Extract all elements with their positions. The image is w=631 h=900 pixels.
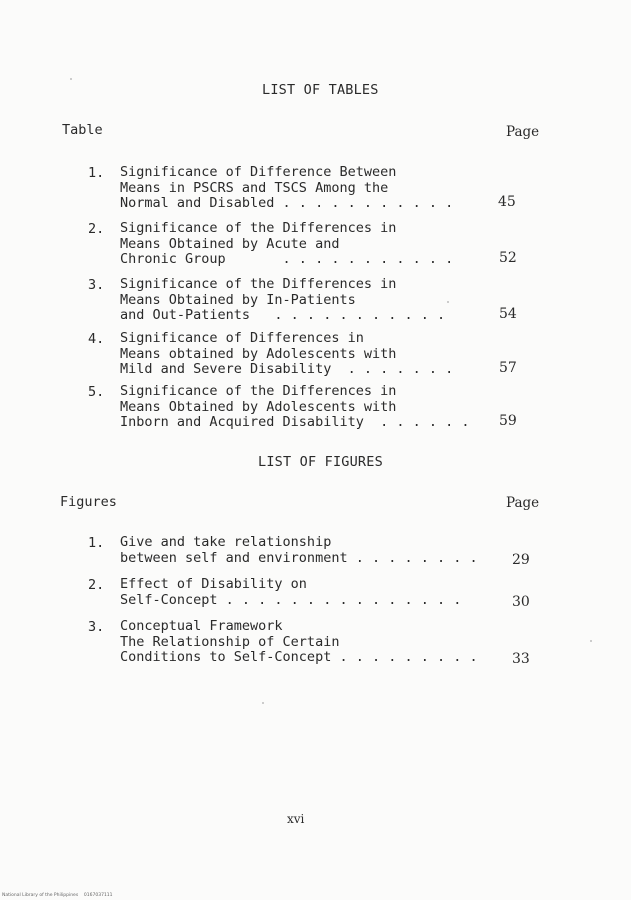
table-entry-number: 3.	[88, 277, 105, 293]
entry-line: Give and take relationship	[120, 534, 332, 550]
table-entry-page: 45	[498, 194, 516, 210]
figure-entry	[120, 577, 461, 608]
table-entry-number: 2.	[88, 221, 105, 237]
table-entry	[120, 221, 453, 268]
entry-line: Significance of Difference Between	[120, 164, 397, 180]
scan-speck	[590, 640, 592, 642]
entry-line: Significance of Differences in	[120, 330, 364, 346]
entry-line: Self-Concept . . . . . . . . . . . . . . .	[120, 591, 462, 608]
table-entry-number: 1.	[88, 165, 105, 181]
entry-line: Significance of the Differences in	[120, 383, 397, 399]
entry-line: between self and environment . . . . . . . .	[120, 549, 478, 566]
figure-entry-page: 30	[512, 594, 530, 610]
table-entry	[120, 331, 453, 378]
entry-line: Inborn and Acquired Disability . . . . . .	[120, 414, 470, 430]
figure-entry-number: 2.	[88, 577, 105, 593]
entry-line: Means obtained by Adolescents with	[120, 345, 397, 362]
table-entry	[120, 384, 470, 431]
table-entry	[120, 277, 445, 324]
table-entry-page: 57	[499, 360, 517, 376]
entry-line: Significance of the Differences in	[120, 276, 397, 292]
figure-entry-number: 1.	[88, 535, 105, 551]
list-of-tables-title: LIST OF TABLES	[262, 82, 379, 98]
entry-line: Effect of Disability on	[120, 576, 307, 592]
figures-page-column-header: Page	[506, 495, 540, 511]
figures-column-header: Figures	[60, 494, 117, 510]
footer-note: National Library of the Philippines 0167037111	[2, 893, 113, 898]
figure-entry	[120, 619, 478, 666]
figure-entry-page: 29	[512, 552, 530, 568]
figure-entry	[120, 535, 478, 566]
table-entry-page: 59	[499, 413, 517, 429]
entry-line: Means Obtained by Adolescents with	[120, 398, 397, 415]
scan-speck	[447, 301, 449, 303]
scan-speck	[70, 78, 72, 80]
scan-speck	[262, 702, 264, 704]
entry-line: and Out-Patients . . . . . . . . . . .	[120, 307, 446, 323]
entry-line: Normal and Disabled . . . . . . . . . . .	[120, 195, 454, 211]
list-of-figures-title: LIST OF FIGURES	[258, 454, 383, 470]
page-number: xvi	[287, 812, 305, 826]
table-entry-number: 5.	[88, 384, 105, 400]
table-column-header: Table	[62, 122, 103, 138]
entry-line: Significance of the Differences in	[120, 220, 397, 236]
table-entry	[120, 165, 453, 212]
entry-line: Chronic Group . . . . . . . . . . .	[120, 251, 454, 267]
entry-line: Means Obtained by Acute and	[120, 235, 340, 252]
table-entry-page: 54	[499, 306, 517, 322]
entry-line: Conditions to Self-Concept . . . . . . . . .	[120, 649, 478, 665]
entry-line: Means Obtained by In-Patients	[120, 291, 356, 308]
table-entry-number: 4.	[88, 331, 105, 347]
table-entry-page: 52	[499, 250, 517, 266]
figure-entry-number: 3.	[88, 619, 105, 635]
page-column-header: Page	[506, 124, 540, 140]
figure-entry-page: 33	[512, 651, 530, 667]
entry-line: Conceptual Framework	[120, 618, 283, 634]
entry-line: The Relationship of Certain	[120, 633, 340, 650]
entry-line: Means in PSCRS and TSCS Among the	[120, 179, 389, 196]
entry-line: Mild and Severe Disability . . . . . . .	[120, 361, 454, 377]
